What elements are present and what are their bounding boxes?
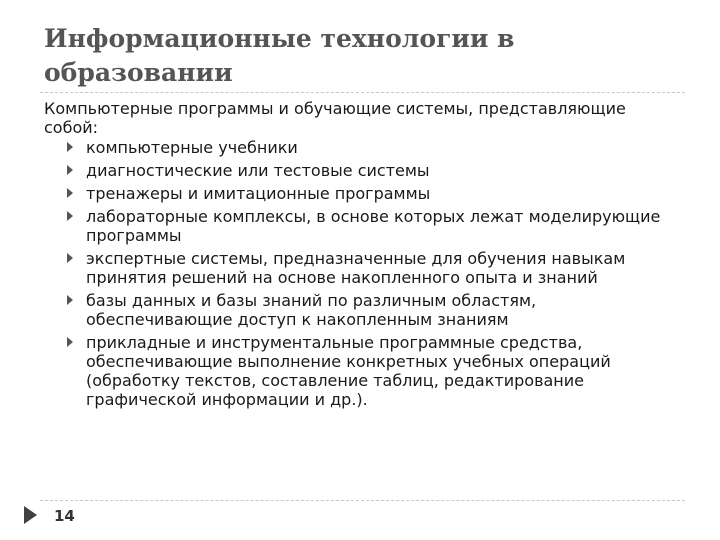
footer-divider [40, 500, 685, 501]
bullet-triangle-icon [67, 165, 73, 175]
list-item [44, 184, 684, 203]
list-item-text: базы данных и базы знаний по различным областям, обеспечивающие доступ к накопленным знаниям [86, 291, 537, 329]
intro-text: Компьютерные программы и обучающие системы, представляющие собой: [44, 99, 626, 137]
list-item-text: экспертные системы, предназначенные для обучения навыкам принятия решений на основе накопленного опыта и знаний [86, 249, 626, 287]
footer-triangle-icon [24, 506, 37, 524]
bullet-triangle-icon [67, 295, 73, 305]
bullet-triangle-icon [67, 188, 73, 198]
list-item-text: прикладные и инструментальные программные средства, обеспечивающие выполнение конкретных учебных операций (обработку текстов, составление таблиц, редактирование графической информации и др.). [86, 333, 611, 409]
bullet-triangle-icon [67, 253, 73, 263]
slide-title: Информационные технологии в образовании [44, 24, 515, 87]
bullet-list [44, 138, 684, 409]
list-item [44, 207, 684, 245]
title-divider [40, 92, 685, 93]
bullet-triangle-icon [67, 211, 73, 221]
page-number: 14 [54, 507, 75, 525]
bullet-triangle-icon [67, 142, 73, 152]
list-item [44, 291, 684, 329]
list-item [44, 138, 684, 157]
list-item-text: компьютерные учебники [86, 138, 298, 157]
list-item-text: лабораторные комплексы, в основе которых лежат моделирующие программы [86, 207, 661, 245]
slide-body [44, 99, 684, 413]
list-item [44, 161, 684, 180]
list-item-text: тренажеры и имитационные программы [86, 184, 431, 203]
list-item [44, 333, 684, 409]
list-item [44, 249, 684, 287]
bullet-triangle-icon [67, 337, 73, 347]
list-item-text: диагностические или тестовые системы [86, 161, 430, 180]
